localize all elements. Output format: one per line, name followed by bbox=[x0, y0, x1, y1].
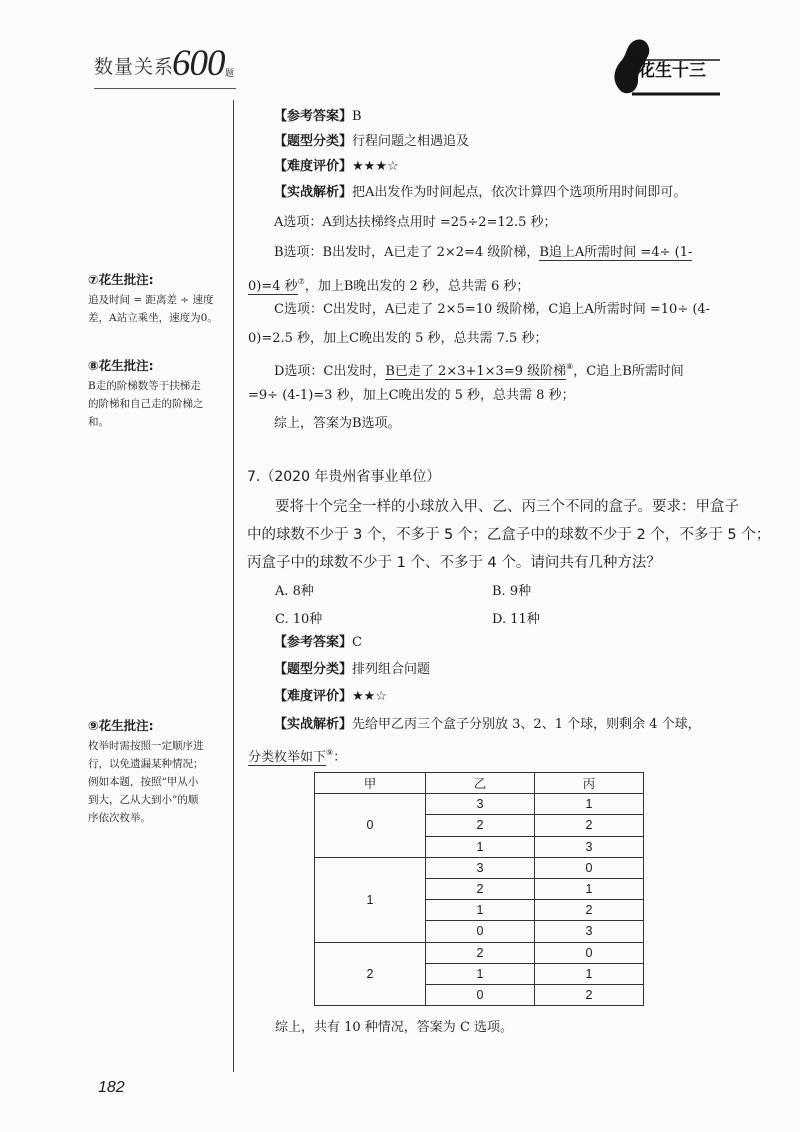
column-divider bbox=[233, 100, 234, 1072]
table-cell: 1 bbox=[535, 794, 644, 815]
q6-line-d1 bbox=[274, 358, 684, 381]
q7-difficulty bbox=[274, 688, 387, 706]
table-row bbox=[315, 942, 644, 963]
note-line: 追及时间 = 距离差 ÷ 速度 bbox=[88, 294, 214, 306]
header-cell: 甲 bbox=[315, 773, 426, 794]
note-title: ⑦花生批注: bbox=[88, 272, 154, 287]
text: D选项：C出发时， bbox=[274, 364, 386, 379]
note-title: ⑨花生批注: bbox=[88, 718, 154, 733]
note-title: ⑧花生批注: bbox=[88, 358, 154, 373]
underlined-text: 0)=4 秒 bbox=[248, 279, 298, 294]
note-ref: ⑦ bbox=[297, 277, 305, 286]
note-line: 的阶梯和自己走的阶梯之 bbox=[88, 398, 204, 410]
analysis-tag: 【实战解析】 bbox=[274, 717, 353, 732]
question-stem-line: 丙盒子中的球数不少于 1 个、不多于 4 个。请问共有几种方法？ bbox=[247, 555, 661, 571]
table-cell: 1 bbox=[426, 900, 535, 921]
table-cell: 1 bbox=[426, 836, 535, 857]
table-cell: 3 bbox=[535, 921, 644, 942]
underlined-text: B追上A所需时间 =4÷ (1- bbox=[539, 245, 693, 260]
book-title-number: 600 bbox=[172, 43, 225, 84]
note-body bbox=[88, 291, 238, 327]
option-b: B. 9种 bbox=[492, 584, 532, 599]
q7-analysis-line2 bbox=[248, 744, 346, 767]
header-cell: 乙 bbox=[426, 773, 535, 794]
table-row bbox=[315, 794, 644, 815]
table-cell: 2 bbox=[426, 942, 535, 963]
table-cell: 3 bbox=[426, 794, 535, 815]
page-number: 182 bbox=[98, 1079, 125, 1096]
note-line: B走的阶梯数等于扶梯走 bbox=[88, 380, 201, 392]
table-header-row bbox=[315, 773, 644, 794]
underlined-text: 分类枚举如下 bbox=[248, 750, 327, 765]
header-rule bbox=[94, 88, 236, 89]
q6-analysis bbox=[274, 184, 686, 202]
enumeration-table bbox=[314, 772, 644, 1006]
analysis-text: 先给甲乙丙三个盒子分别放 3、2、1 个球，则剩余 4 个球， bbox=[352, 717, 701, 732]
answer-tag: 【参考答案】 bbox=[274, 635, 353, 650]
table-cell: 2 bbox=[426, 815, 535, 836]
brand-name: 花生十三 bbox=[638, 61, 706, 81]
q6-line-c1: C选项：C出发时，A已走了 2×5=10 级阶梯，C追上A所需时间 =10÷ (4- bbox=[274, 302, 711, 317]
answer-value: B bbox=[352, 109, 362, 124]
q6-line-a: A选项：A到达扶梯终点用时 =25÷2=12.5 秒； bbox=[274, 215, 557, 230]
question-title: 7.（2020 年贵州省事业单位） bbox=[247, 469, 441, 485]
table-cell: 2 bbox=[426, 878, 535, 899]
table-cell: 1 bbox=[535, 878, 644, 899]
table-cell: 3 bbox=[535, 836, 644, 857]
text: ，C追上B所需时间 bbox=[573, 364, 684, 379]
q7-conclusion: 综上，共有 10 种情况，答案为 C 选项。 bbox=[275, 1020, 514, 1035]
type-tag: 【题型分类】 bbox=[274, 662, 353, 677]
table-cell: 1 bbox=[426, 963, 535, 984]
note-line: 例如本题，按照“甲从小 bbox=[88, 776, 199, 788]
sidebar-note-9 bbox=[88, 716, 238, 827]
question-stem-line: 要将十个完全一样的小球放入甲、乙、丙三个不同的盒子。要求：甲盒子 bbox=[275, 499, 739, 515]
text: B选项：B出发时，A已走了 2×2=4 级阶梯， bbox=[274, 245, 540, 260]
table-cell: 1 bbox=[315, 857, 426, 942]
difficulty-tag: 【难度评价】 bbox=[274, 689, 353, 704]
table-cell: 2 bbox=[535, 984, 644, 1005]
answer-tag: 【参考答案】 bbox=[274, 109, 353, 124]
note-ref: ⑧ bbox=[566, 362, 574, 371]
q7-type bbox=[274, 661, 430, 679]
difficulty-tag: 【难度评价】 bbox=[274, 159, 353, 174]
enumeration-table-wrap bbox=[314, 772, 644, 1006]
note-line: 和。 bbox=[88, 416, 109, 428]
table-cell: 3 bbox=[426, 857, 535, 878]
q7-analysis bbox=[274, 716, 701, 734]
note-body bbox=[88, 377, 238, 431]
table-cell: 0 bbox=[535, 857, 644, 878]
note-ref: ⑨ bbox=[326, 748, 334, 757]
option-d: D. 11种 bbox=[492, 612, 540, 627]
sidebar-note-7 bbox=[88, 270, 238, 327]
answer-value: C bbox=[352, 635, 362, 650]
q6-line-b2 bbox=[248, 273, 529, 296]
table-cell: 0 bbox=[535, 942, 644, 963]
difficulty-stars: ★★★☆ bbox=[352, 159, 399, 174]
note-line: 序依次枚举。 bbox=[88, 812, 151, 824]
text: ，加上B晚出发的 2 秒，总共需 6 秒； bbox=[304, 279, 530, 294]
table-cell: 2 bbox=[535, 900, 644, 921]
table-cell: 0 bbox=[426, 984, 535, 1005]
option-a: A. 8种 bbox=[275, 584, 314, 599]
q6-line-c2: 0)=2.5 秒，加上C晚出发的 5 秒，总共需 7.5 秒； bbox=[248, 331, 548, 346]
table-cell: 1 bbox=[535, 963, 644, 984]
difficulty-stars: ★★☆ bbox=[352, 689, 387, 704]
book-title: 数量关系 bbox=[94, 56, 175, 78]
option-c: C. 10种 bbox=[275, 612, 323, 627]
question-stem-line: 中的球数不少于 3 个，不多于 5 个；乙盒子中的球数不少于 2 个，不多于 5 个； bbox=[247, 527, 771, 543]
table-cell: 2 bbox=[535, 815, 644, 836]
note-line: 行，以免遗漏某种情况； bbox=[88, 758, 204, 770]
header-cell: 丙 bbox=[535, 773, 644, 794]
book-title-suffix: 题 bbox=[225, 69, 235, 79]
note-line: 差，A站立乘坐，速度为0。 bbox=[88, 312, 218, 324]
underlined-text: B已走了 2×3+1×3=9 级阶梯 bbox=[385, 364, 567, 379]
q6-line-b1 bbox=[274, 244, 692, 262]
q6-type bbox=[274, 133, 469, 151]
brand-logo bbox=[608, 38, 724, 98]
table-cell: 2 bbox=[315, 942, 426, 1006]
text: ： bbox=[333, 750, 347, 765]
q6-difficulty bbox=[274, 158, 399, 176]
note-line: 到大，乙从大到小”的顺 bbox=[88, 794, 199, 806]
analysis-tag: 【实战解析】 bbox=[274, 185, 353, 200]
type-value: 排列组合问题 bbox=[352, 662, 431, 677]
type-tag: 【题型分类】 bbox=[274, 134, 353, 149]
analysis-text: 把A出发作为时间起点，依次计算四个选项所用时间即可。 bbox=[352, 185, 687, 200]
table-cell: 0 bbox=[315, 794, 426, 858]
table-row bbox=[315, 857, 644, 878]
sidebar-note-8 bbox=[88, 356, 238, 431]
q6-line-d2: =9÷ (4-1)=3 秒，加上C晚出发的 5 秒，总共需 8 秒； bbox=[248, 388, 575, 403]
table-cell: 0 bbox=[426, 921, 535, 942]
q6-conclusion: 综上，答案为B选项。 bbox=[274, 416, 401, 431]
note-body bbox=[88, 737, 238, 827]
type-value: 行程问题之相遇追及 bbox=[352, 134, 470, 149]
q6-answer bbox=[274, 108, 362, 126]
q7-answer bbox=[274, 634, 362, 652]
note-line: 枚举时需按照一定顺序进 bbox=[88, 740, 204, 752]
